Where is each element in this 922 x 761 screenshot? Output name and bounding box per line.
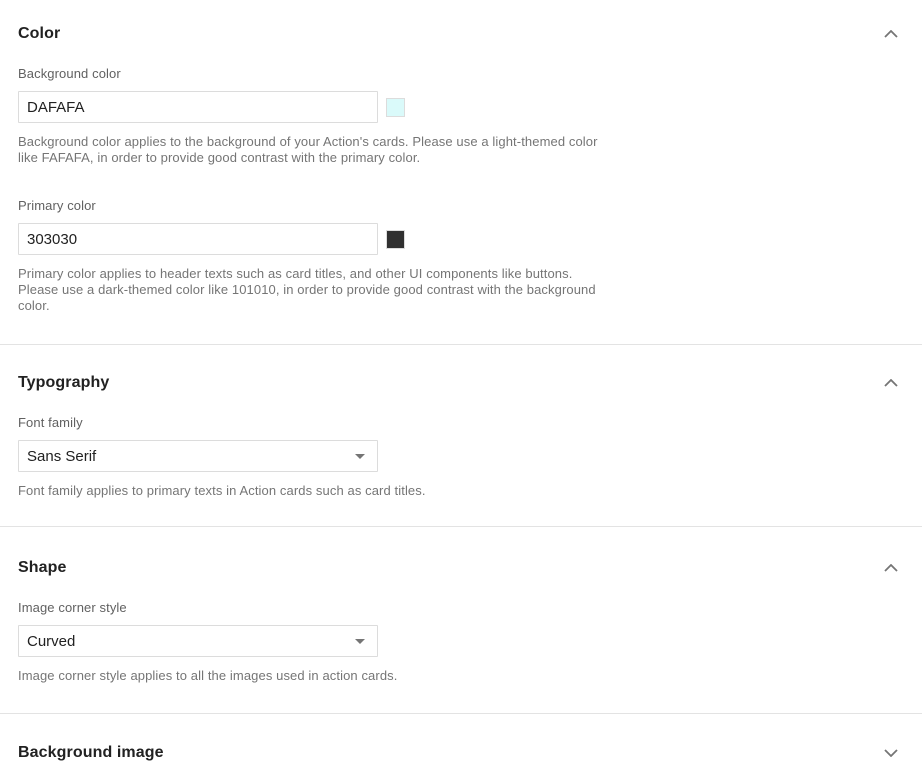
background-color-label: Background color bbox=[18, 66, 121, 81]
font-family-label: Font family bbox=[18, 415, 83, 430]
dropdown-arrow-icon[interactable] bbox=[355, 639, 365, 644]
image-corner-style-field bbox=[18, 600, 904, 684]
background-color-help-text: Background color applies to the background of your Action's cards. Please use a light-themed color like FAFAFA, in order to provide good contrast with the primary color. bbox=[18, 134, 598, 165]
background-image-section bbox=[0, 714, 922, 761]
image-corner-style-selected-value: Curved bbox=[27, 632, 76, 650]
image-corner-style-select[interactable] bbox=[18, 625, 378, 657]
primary-color-field bbox=[18, 198, 904, 314]
shape-section bbox=[0, 527, 922, 713]
background-color-swatch bbox=[386, 98, 405, 117]
background-color-field bbox=[18, 66, 904, 166]
chevron-down-icon[interactable] bbox=[884, 749, 898, 757]
chevron-up-icon[interactable] bbox=[884, 564, 898, 572]
chevron-up-icon[interactable] bbox=[884, 379, 898, 387]
primary-color-input[interactable] bbox=[18, 223, 378, 255]
chevron-up-icon[interactable] bbox=[884, 30, 898, 38]
typography-section bbox=[0, 345, 922, 526]
background-color-input[interactable] bbox=[18, 91, 378, 123]
primary-color-label: Primary color bbox=[18, 198, 96, 213]
font-family-field bbox=[18, 415, 904, 499]
font-family-select[interactable] bbox=[18, 440, 378, 472]
font-family-help-text: Font family applies to primary texts in Action cards such as card titles. bbox=[18, 483, 426, 498]
primary-color-help-text: Primary color applies to header texts such as card titles, and other UI components like buttons. Please use a dark-themed color like 101010, in order to provide good contrast with the background color. bbox=[18, 266, 596, 313]
font-family-selected-value: Sans Serif bbox=[27, 447, 97, 465]
color-section-header[interactable] bbox=[18, 24, 904, 44]
color-section-title: Color bbox=[18, 25, 61, 42]
dropdown-arrow-icon[interactable] bbox=[355, 454, 365, 459]
shape-section-title: Shape bbox=[18, 559, 67, 576]
shape-section-header[interactable] bbox=[18, 558, 904, 578]
typography-section-title: Typography bbox=[18, 374, 110, 391]
primary-color-swatch bbox=[386, 230, 405, 249]
image-corner-style-help-text: Image corner style applies to all the images used in action cards. bbox=[18, 668, 398, 683]
image-corner-style-label: Image corner style bbox=[18, 600, 127, 615]
color-section bbox=[0, 0, 922, 344]
typography-section-header[interactable] bbox=[18, 373, 904, 393]
background-image-section-header[interactable] bbox=[18, 743, 904, 761]
background-image-section-title: Background image bbox=[18, 744, 164, 761]
